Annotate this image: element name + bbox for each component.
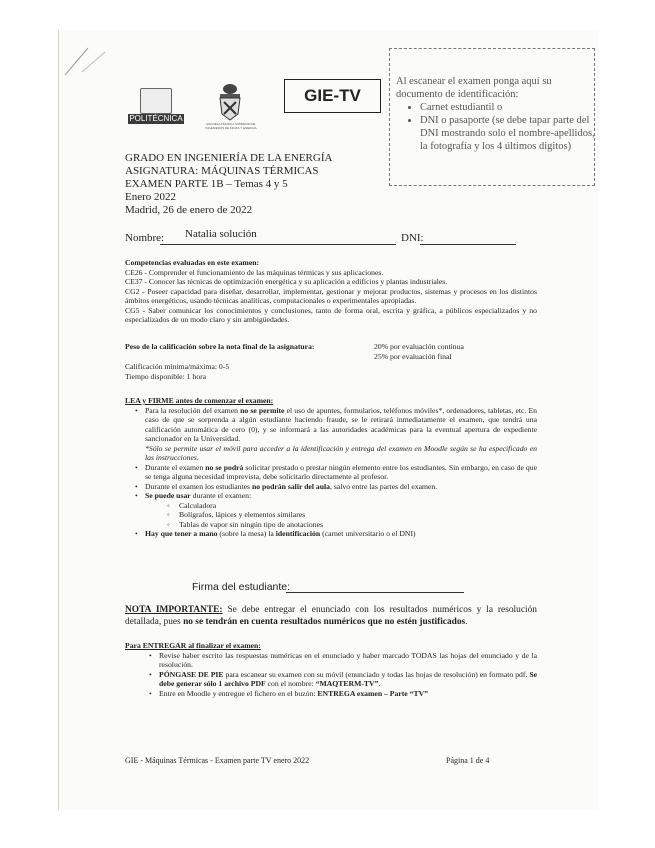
entregar-section xyxy=(125,641,537,698)
competencias-title: Competencias evaluadas en este examen: xyxy=(125,258,260,267)
text: el uso de apuntes, formularios, teléfonos móviles*, ordenadores, tabletas, etc. En caso de que se sorprenda a algún estudiante haciendo fraude, se le retirará inmediatamente el examen, que tendrá una calificación automática de cero (0), y se informará a las autoridades académicas para la eventual apertura de expediente sancionador en la Universidad. xyxy=(145,405,537,443)
id-box-intro: Al escanear el examen ponga aquí su documento de identificación: xyxy=(396,76,552,100)
exam-month: Enero 2022 xyxy=(125,191,177,203)
footer-left: GIE - Máquinas Térmicas - Examen parte TV enero 2022 xyxy=(125,756,310,765)
identification-box xyxy=(389,48,595,186)
nota-importante xyxy=(125,604,537,628)
competencia-item: CG5 - Saber comunicar los conocimientos y conclusiones, tanto de forma oral, escrita y gráfica, a públicos especializados y no especializados de un modo claro y sin ambigüedades. xyxy=(125,305,537,324)
dni-label: DNI: xyxy=(401,232,424,244)
corner-pencil-mark xyxy=(60,40,110,80)
footer-page: Página 1 de 4 xyxy=(446,756,490,765)
entregar-item xyxy=(149,689,537,699)
entregar-item: • Revise haber escrito las respuestas numéricas en el enunciado y haber marcado TODAS las hojas del enunciado y de la resolución. xyxy=(149,651,537,670)
text: . xyxy=(465,617,468,627)
text: Se debe entregar el enunciado con los resultados numéricos y la resolución detallada, pues xyxy=(125,605,537,627)
lea-item xyxy=(135,482,537,492)
subject: ASIGNATURA: MÁQUINAS TÉRMICAS xyxy=(125,165,319,177)
text-bold: no se permite xyxy=(240,405,285,415)
text-bold: Se debe generar sólo 1 archivo PDF xyxy=(159,669,538,688)
name-underline xyxy=(160,244,396,245)
text: para escanear su examen con su móvil (enunciado y todas las hojas de resolución) en formato pdf. xyxy=(223,669,530,679)
crest-caption: ESCUELA TÉCNICA SUPERIOR DE INGENIEROS DE MINAS Y ENERGÍA xyxy=(205,122,257,130)
exam-date: Madrid, 26 de enero de 2022 xyxy=(125,204,253,216)
text-bold: no podrán salir del aula xyxy=(251,481,330,491)
text: . xyxy=(378,679,381,688)
allowed-item: ◦ Tablas de vapor sin ningún tipo de anotaciones xyxy=(167,520,537,530)
entregar-title: Para ENTREGAR al finalizar el examen: xyxy=(125,641,261,650)
lea-item xyxy=(135,463,537,482)
text-bold: identificación xyxy=(275,529,321,538)
text-bold: no se tendrán en cuenta resultados numéricos que no estén justificados xyxy=(183,617,466,627)
lea-section xyxy=(125,396,537,539)
text-bold: Hay que tener a mano xyxy=(145,529,218,538)
text-bold: “MAQTERM-TV” xyxy=(315,679,379,688)
name-label: Nombre: xyxy=(125,232,165,244)
id-item: • DNI o pasaporte (se debe tapar parte del DNI mostrando solo el nombre-apellidos, la fotografía y los 4 últimos digitos) xyxy=(420,114,596,153)
signature-field[interactable] xyxy=(286,592,464,593)
text: Durante el examen los estudiantes xyxy=(145,481,252,491)
text: (sobre la mesa) la xyxy=(217,529,276,538)
peso-continua: 20% por evaluación continua xyxy=(374,342,464,351)
peso-final: 25% por evaluación final xyxy=(374,352,452,361)
exam-code-box: GIE-TV xyxy=(284,79,381,113)
crest-icon xyxy=(212,82,248,122)
nota-title: NOTA IMPORTANTE: xyxy=(125,605,223,615)
id-item: • Carnet estudiantil o xyxy=(420,101,596,114)
competencia-item: CE26 - Comprender el funcionamiento de las máquinas térmicas y sus aplicaciones. xyxy=(125,267,384,277)
allowed-item: ◦ Calculadora xyxy=(167,501,537,511)
dni-field[interactable] xyxy=(420,244,516,245)
lea-item xyxy=(135,529,537,539)
lea-note: *Sólo se permite usar el móvil para acceder a la identificación y entrega del examen en Moodle según se ha especificado en las instrucciones. xyxy=(145,443,537,462)
lea-title: LEA y FIRME antes de comenzar el examen: xyxy=(125,396,274,405)
text-bold: Se puede usar xyxy=(145,491,191,500)
competencia-item: CE37 - Conocer las técnicas de optimización energética y su aplicación a edificios y plantas industriales. xyxy=(125,277,448,286)
student-name: Natalia solución xyxy=(185,228,257,240)
upm-logo-label: POLITÉCNICA xyxy=(129,114,183,123)
exam-part: EXAMEN PARTE 1B – Temas 4 y 5 xyxy=(125,178,288,190)
id-box-list xyxy=(396,101,596,153)
tiempo: Tiempo disponible: 1 hora xyxy=(125,372,207,381)
degree-title: GRADO EN INGENIERÍA DE LA ENERGÍA xyxy=(125,152,333,164)
entregar-item xyxy=(149,670,537,689)
competencia-item: CG2 - Poseer capacidad para diseñar, desarrollar, implementar, gestionar y mejorar productos, sistemas y procesos en los distintos ámbitos energéticos, usando técnicas analíticas, computacionales o experimentales apropiadas. xyxy=(125,286,537,305)
text: con el nombre: xyxy=(265,679,316,688)
allowed-item: ◦ Bolígrafos, lápices y elementos similares xyxy=(167,510,537,520)
firma-label: Firma del estudiante: xyxy=(192,581,291,593)
peso-label: Peso de la calificación sobre la nota final de la asignatura: xyxy=(125,342,315,351)
lea-item xyxy=(135,406,537,463)
upm-shield-icon xyxy=(140,88,172,114)
text-bold: no se podrá xyxy=(205,462,244,472)
text: Para la resolución del examen xyxy=(145,405,241,415)
lea-item xyxy=(135,491,537,529)
text: , salvo entre las partes del examen. xyxy=(330,481,438,491)
text-bold: PÓNGASE DE PIE xyxy=(159,669,224,679)
text-bold: ENTREGA examen – Parte “TV” xyxy=(317,688,428,698)
text: durante el examen: xyxy=(190,491,252,500)
text: (carnet universitario o el DNI) xyxy=(320,529,416,538)
competencias-section xyxy=(125,258,537,325)
text: Entre en Moodle y entregue el fichero en el buzón: xyxy=(159,688,318,698)
calificacion: Calificación mínima/máxima: 0-5 xyxy=(125,362,230,371)
upm-logo xyxy=(128,88,184,126)
text: solicitar prestado o prestar ningún elemento entre los estudiantes. Sin embargo, en caso de que se tenga alguna necesidad imprevista, debe solicitarlo directamente al profesor. xyxy=(145,462,537,481)
text: Durante el examen xyxy=(145,462,206,472)
